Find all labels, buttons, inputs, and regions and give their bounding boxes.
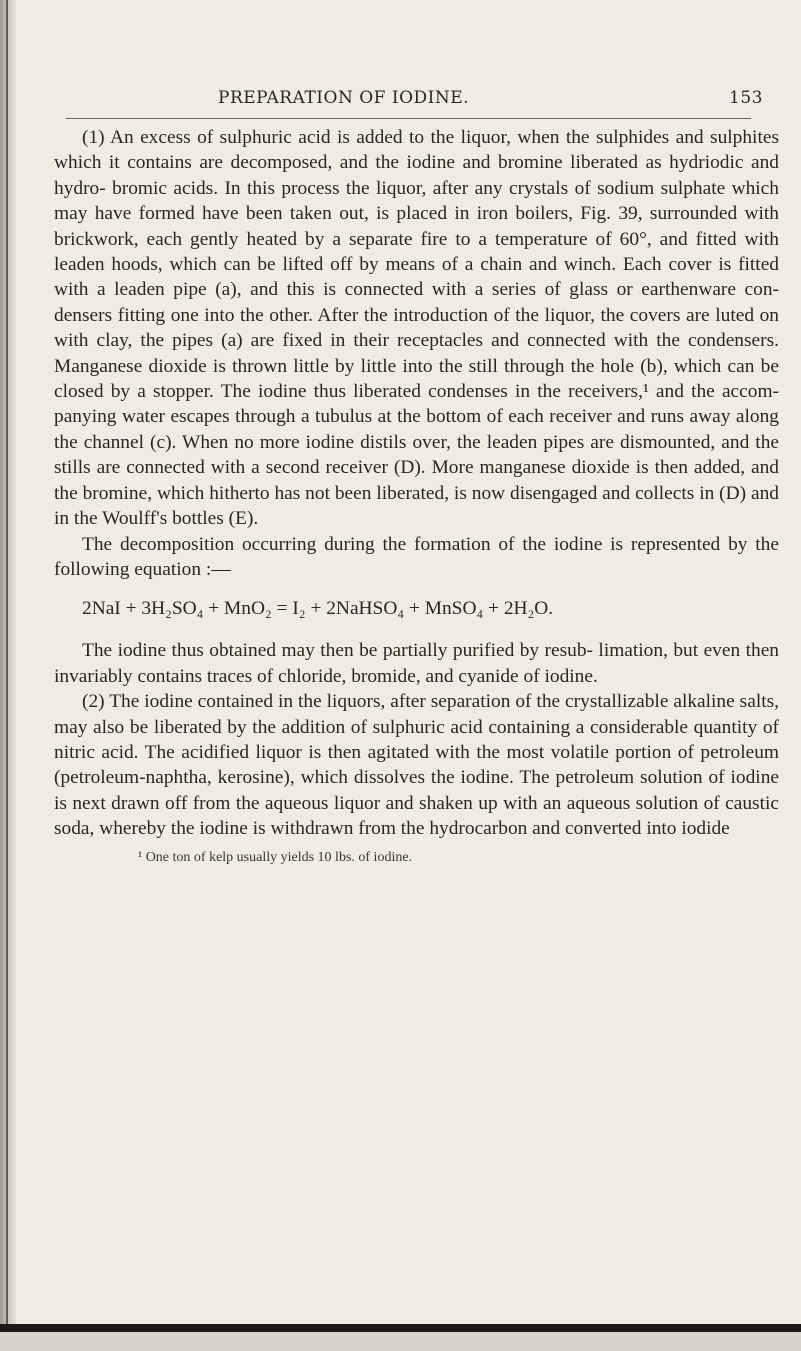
paragraph-process-1: (1) An excess of sulphuric acid is added to the liquor, when the sulphides and sulphites which it contains are decomposed, and the iodine and bromine liberated as hydriodic and hydro- bromic acids. In this process the liquor, after any crystals of sodium sulphate which may have formed have been taken out, is placed in iron boilers, Fig. 39, surrounded with brickwork, each gently heated by a separate fire to a temperature of 60°, and fitted with leaden hoods, which can be lifted off by means of a chain and winch. Each cover is fitted with a leaden pipe (a), and this is connected with a series of glass or earthenware con- densers fitting one into the other. After the introduction of the liquor, the covers are luted on with clay, the pipes (a) are fixed in their receptacles and connected with the condensers. Manganese dioxide is thrown little by little into the still through the hole (b), which can be closed by a stopper. The iodine thus liberated condenses in the receivers,¹ and the accom- panying water escapes through a tubulus at the bottom of each receiver and runs away along the channel (c). When no more iodine distils over, the leaden pipes are dismounted, and the stills are connected with a second receiver (D). More manganese dioxide is then added, and the bromine, which hitherto has not been liberated, is now disengaged and collects in (D) and in the Woulff's bottles (E). [54,127,779,530]
body-text [54,125,779,582]
running-title: PREPARATION OF IODINE. [218,88,470,108]
equation-rhs: I₂ + 2NaHSO₄ + MnSO₄ + 2H₂O. [292,598,554,620]
book-spine-shadow [0,0,16,1351]
body-text-continued [54,638,779,841]
paragraph-purification: The iodine thus obtained may then be partially purified by resub- limation, but even then invariably contains traces of chloride, bromide, and cyanide of iodine. [54,640,779,687]
equation-lhs: 2NaI + 3H₂SO₄ + MnO₂ [82,598,272,620]
page-header [54,82,779,118]
paragraph-process-2: (2) The iodine contained in the liquors, after separation of the crystallizable alkaline salts, may also be liberated by the addition of sulphuric acid containing a considerable quantity of nitric acid. The acidified liquor is then agitated with the most volatile portion of petroleum (petroleum-naphtha, kerosine), which dissolves the iodine. The petroleum solution of iodine is next drawn off from the aqueous liquor and shaken up with an aqueous solution of caustic soda, whereby the iodine is withdrawn from the hydrocarbon and converted into iodide [54,691,779,840]
page-number: 153 [729,88,763,108]
footnote: ¹ One ton of kelp usually yields 10 lbs. of iodine. [138,849,413,865]
page-bottom-shadow [0,1324,801,1332]
book-spine-line [6,0,8,1351]
page-bottom-edge [0,1332,801,1351]
chemical-equation [82,598,779,620]
header-rule [66,118,751,119]
book-page [54,82,779,866]
equation-equals: = [276,598,288,620]
paragraph-decomposition: The decomposition occurring during the formation of the iodine is represented by the following equation :— [54,533,779,580]
